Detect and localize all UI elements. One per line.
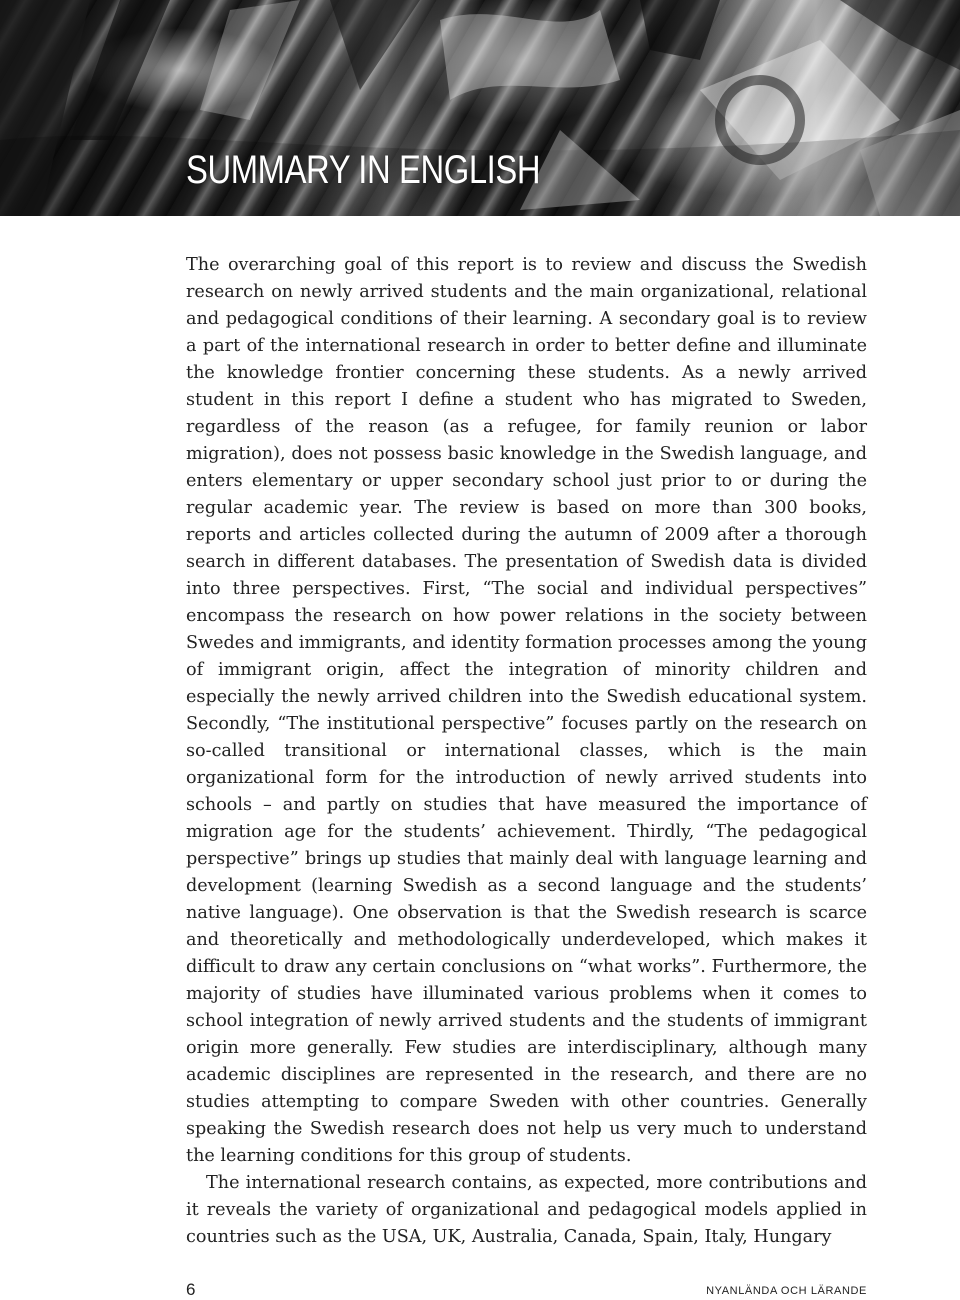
running-footer-title: NYANLÄNDA OCH LÄRANDE bbox=[706, 1285, 867, 1297]
paragraph: The international research contains, as expected, more contributions and it reveals the variety of organizational and pedagogical models applied in countries such as the USA, UK, Australia, Canada, Spain, Italy, Hungary bbox=[186, 1173, 867, 1247]
body-text bbox=[186, 252, 867, 1251]
page-title: SUMMARY IN ENGLISH bbox=[186, 148, 541, 192]
header-banner-image bbox=[0, 0, 960, 216]
page-number: 6 bbox=[186, 1280, 196, 1299]
paragraph: The overarching goal of this report is to review and discuss the Swedish research on newly arrived students and the main organizational, relational and pedagogical conditions of their learning. A secondary goal is to review a part of the international research in order to better define and illuminate the knowledge frontier concerning these students. As a newly arrived student in this report I define a student who has migrated to Sweden, regardless of the reason (as a refugee, for family reunion or labor migration), does not possess basic knowledge in the Swedish language, and enters elementary or upper secondary school just prior to or during the regular academic year. The review is based on more than 300 books, reports and articles collected during the autumn of 2009 after a thorough search in different databases. The presentation of Swedish data is divided into three perspectives. First, “The social and individual perspectives” encompass the research on how power relations in the society between Swedes and immigrants, and identity formation processes among the young of immigrant origin, affect the integration of minority children and especially the newly arrived children into the Swedish educational system. Secondly, “The institutional perspective” focuses partly on the research on so-called transitional or international classes, which is the main organizational form for the introduction of newly arrived students into schools – and partly on studies that have measured the importance of migration age for the students’ achievement. Thirdly, “The pedagogical perspective” brings up studies that mainly deal with language learning and development (learning Swedish as a second language and the students’ native language). One observation is that the Swedish research is scarce and theoretically and methodologically underdeveloped, which makes it difficult to draw any certain conclusions on “what works”. Furthermore, the majority of studies have illuminated various problems when it comes to school integration of newly arrived students and the students of immigrant origin more generally. Few studies are interdisciplinary, although many academic disciplines are represented in the research, and there are no studies attempting to compare Sweden with other countries. Generally speaking the Swedish research does not help us very much to understand the learning conditions for this group of students. bbox=[186, 255, 867, 1166]
